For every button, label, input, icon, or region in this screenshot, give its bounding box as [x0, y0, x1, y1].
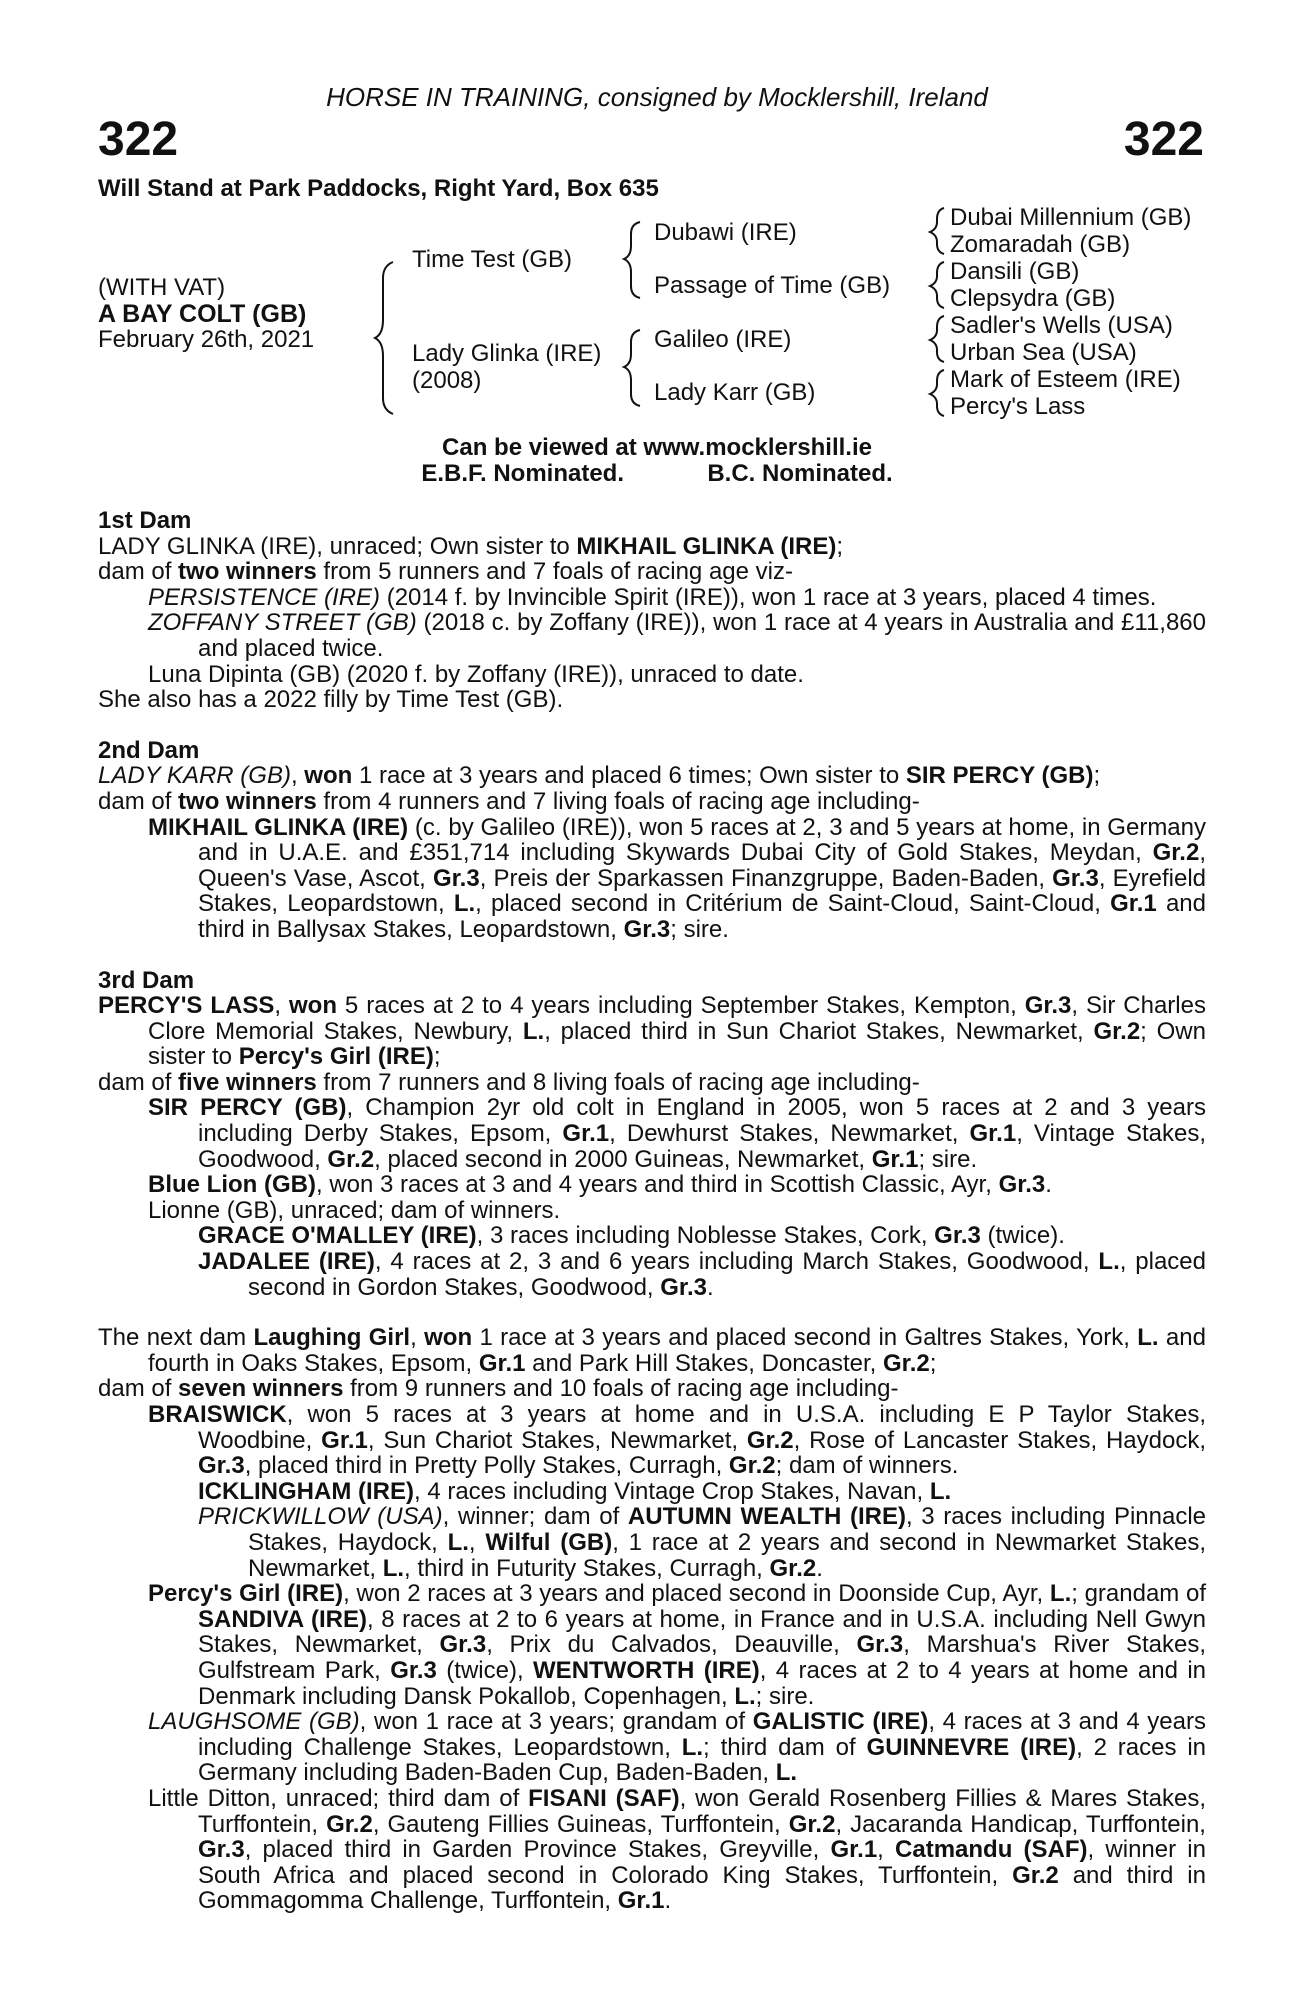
ebf-nominated: E.B.F. Nominated. — [421, 460, 624, 487]
pedigree-entry: dam of two winners from 5 runners and 7 foals of racing age viz- — [98, 558, 793, 586]
pedigree-entry: Lionne (GB), unraced; dam of winners. — [148, 1196, 561, 1224]
date-of-birth: February 26th, 2021 — [98, 326, 315, 353]
pedigree-entry: JADALEE (IRE), 4 races at 2, 3 and 6 years including March Stakes, Goodwood, L., placed second in Gordon Stakes, Goodwood, Gr.3. — [198, 1248, 1206, 1301]
grand-dam-1: Zomaradah (GB) — [950, 231, 1131, 258]
sire-dam: Passage of Time (GB) — [654, 272, 891, 299]
pedigree-entry: Percy's Girl (IRE), won 2 races at 3 years and placed second in Doonside Cup, Ayr, L.; grandam of SANDIVA (IRE), 8 races at 2 to 6 years at home, in France and in U.S.A. including Nell Gwyn Stakes, Newmarket, Gr.3, Prix du Calvados, Deauville, Gr.3, Marshua's River Stakes, Gulfstream Park, Gr.3 (twice), WENTWORTH (IRE), 4 races at 2 to 4 years at home and in Denmark including Dansk Pokallob, Copenhagen, L.; sire. — [148, 1580, 1207, 1710]
pedigree-entry: ZOFFANY STREET (GB) (2018 c. by Zoffany (IRE)), won 1 race at 4 years in Australia and £11,860 and placed twice. — [148, 609, 1207, 662]
catalogue-body — [98, 508, 1206, 1914]
grand-sire-4: Mark of Esteem (IRE) — [950, 366, 1181, 393]
sire-sire: Dubawi (IRE) — [654, 219, 797, 246]
pedigree-entry: LAUGHSOME (GB), won 1 race at 3 years; grandam of GALISTIC (IRE), 4 races at 3 and 4 years including Challenge Stakes, Leopardstown, L.; third dam of GUINNEVRE (IRE), 2 races in Germany including Baden-Baden Cup, Baden-Baden, L. — [148, 1708, 1207, 1787]
dam-name: Lady Glinka (IRE) — [412, 340, 602, 367]
section-heading: 2nd Dam — [98, 736, 200, 764]
pedigree-entry: Little Ditton, unraced; third dam of FISANI (SAF), won Gerald Rosenberg Fillies & Mares Stakes, Turffontein, Gr.2, Gauteng Fillies Guineas, Turffontein, Gr.2, Jacaranda Handicap, Turffontein, Gr.3, placed third in Garden Province Stakes, Greyville, Gr.1, Catmandu (SAF), winner in South Africa and placed second in Colorado King Stakes, Turffontein, Gr.2 and third in Gommagomma Challenge, Turffontein, Gr.1. — [148, 1784, 1206, 1915]
lot-number-left: 322 — [98, 113, 179, 166]
grand-sire-3: Sadler's Wells (USA) — [950, 312, 1173, 339]
pedigree-entry: MIKHAIL GLINKA (IRE) (c. by Galileo (IRE)), won 5 races at 2, 3 and 5 years at home, in Germany and in U.A.E. and £351,714 including Skywards Dubai City of Gold Stakes, Meydan, Gr.2, Queen's Vase, Ascot, Gr.3, Preis der Sparkassen Finanzgruppe, Baden-Baden, Gr.3, Eyrefield Stakes, Leopardstown, L., placed second in Critérium de Saint-Cloud, Saint-Cloud, Gr.1 and third in Ballysax Stakes, Leopardstown, Gr.3; sire. — [148, 813, 1207, 943]
viewing-note: Can be viewed at www.mocklershill.ie — [442, 434, 872, 461]
pedigree-entry: PERCY'S LASS, won 5 races at 2 to 4 years including September Stakes, Kempton, Gr.3, Sir Charles Clore Memorial Stakes, Newbury, L., placed third in Sun Chariot Stakes, Newmarket, Gr.2; Own sister to Percy's Girl (IRE); — [98, 992, 1206, 1071]
consignment-line: HORSE IN TRAINING, consigned by Mocklershill, Ireland — [326, 82, 988, 112]
grand-sire-1: Dubai Millennium (GB) — [950, 204, 1192, 231]
pedigree-entry: ICKLINGHAM (IRE), 4 races including Vintage Crop Stakes, Navan, L. — [198, 1477, 952, 1505]
pedigree-entry: Luna Dipinta (GB) (2020 f. by Zoffany (IRE)), unraced to date. — [148, 660, 804, 688]
lot-number-right: 322 — [1123, 113, 1204, 166]
pedigree-section — [98, 1325, 1206, 1914]
dam-dam: Lady Karr (GB) — [654, 379, 816, 406]
pedigree-entry: The next dam Laughing Girl, won 1 race at 3 years and placed second in Galtres Stakes, York, L. and fourth in Oaks Stakes, Epsom, Gr.1 and Park Hill Stakes, Doncaster, Gr.2; — [98, 1324, 1206, 1377]
grand-dam-4: Percy's Lass — [950, 393, 1086, 420]
pedigree-section — [98, 508, 1206, 713]
pedigree-entry: She also has a 2022 filly by Time Test (GB). — [98, 686, 564, 714]
horse-name: A BAY COLT (GB) — [98, 300, 307, 328]
stand-location: Will Stand at Park Paddocks, Right Yard, Box 635 — [98, 175, 659, 202]
grand-dam-3: Urban Sea (USA) — [950, 339, 1137, 366]
pedigree-entry: Blue Lion (GB), won 3 races at 3 and 4 years and third in Scottish Classic, Ayr, Gr.3. — [148, 1171, 1052, 1199]
sire-name: Time Test (GB) — [412, 246, 573, 273]
pedigree-entry: GRACE O'MALLEY (IRE), 3 races including Noblesse Stakes, Cork, Gr.3 (twice). — [198, 1222, 1065, 1250]
pedigree-entry: LADY GLINKA (IRE), unraced; Own sister to MIKHAIL GLINKA (IRE); — [98, 532, 844, 560]
dam-sire: Galileo (IRE) — [654, 326, 792, 353]
pedigree-entry: dam of five winners from 7 runners and 8 living foals of racing age including- — [98, 1068, 920, 1096]
grand-sire-2: Dansili (GB) — [950, 258, 1080, 285]
pedigree-section — [98, 738, 1206, 943]
dam-year: (2008) — [412, 367, 482, 394]
pedigree-section — [98, 968, 1206, 1301]
section-heading: 1st Dam — [98, 507, 192, 534]
pedigree-entry: LADY KARR (GB), won 1 race at 3 years and placed 6 times; Own sister to SIR PERCY (GB); — [98, 762, 1101, 790]
pedigree-entry: BRAISWICK, won 5 races at 3 years at home and in U.S.A. including E P Taylor Stakes, Woodbine, Gr.1, Sun Chariot Stakes, Newmarket, Gr.2, Rose of Lancaster Stakes, Haydock, Gr.3, placed third in Pretty Polly Stakes, Curragh, Gr.2; dam of winners. — [148, 1401, 1206, 1480]
pedigree-entry: dam of two winners from 4 runners and 7 living foals of racing age including- — [98, 787, 920, 815]
pedigree-entry: PRICKWILLOW (USA), winner; dam of AUTUMN WEALTH (IRE), 3 races including Pinnacle Stakes, Haydock, L., Wilful (GB), 1 race at 2 years and second in Newmarket Stakes, Newmarket, L., third in Futurity Stakes, Curragh, Gr.2. — [198, 1503, 1207, 1582]
bc-nominated: B.C. Nominated. — [707, 460, 893, 487]
grand-dam-2: Clepsydra (GB) — [950, 285, 1116, 312]
pedigree-entry: SIR PERCY (GB), Champion 2yr old colt in England in 2005, won 5 races at 2 and 3 years including Derby Stakes, Epsom, Gr.1, Dewhurst Stakes, Newmarket, Gr.1, Vintage Stakes, Goodwood, Gr.2, placed second in 2000 Guineas, Newmarket, Gr.1; sire. — [148, 1094, 1207, 1173]
pedigree-entry: PERSISTENCE (IRE) (2014 f. by Invincible Spirit (IRE)), won 1 race at 3 years, placed 4 times. — [148, 583, 1157, 611]
vat-note: (WITH VAT) — [98, 274, 226, 301]
pedigree-entry: dam of seven winners from 9 runners and 10 foals of racing age including- — [98, 1375, 899, 1403]
nominations — [0, 460, 1314, 488]
section-heading: 3rd Dam — [98, 966, 195, 994]
